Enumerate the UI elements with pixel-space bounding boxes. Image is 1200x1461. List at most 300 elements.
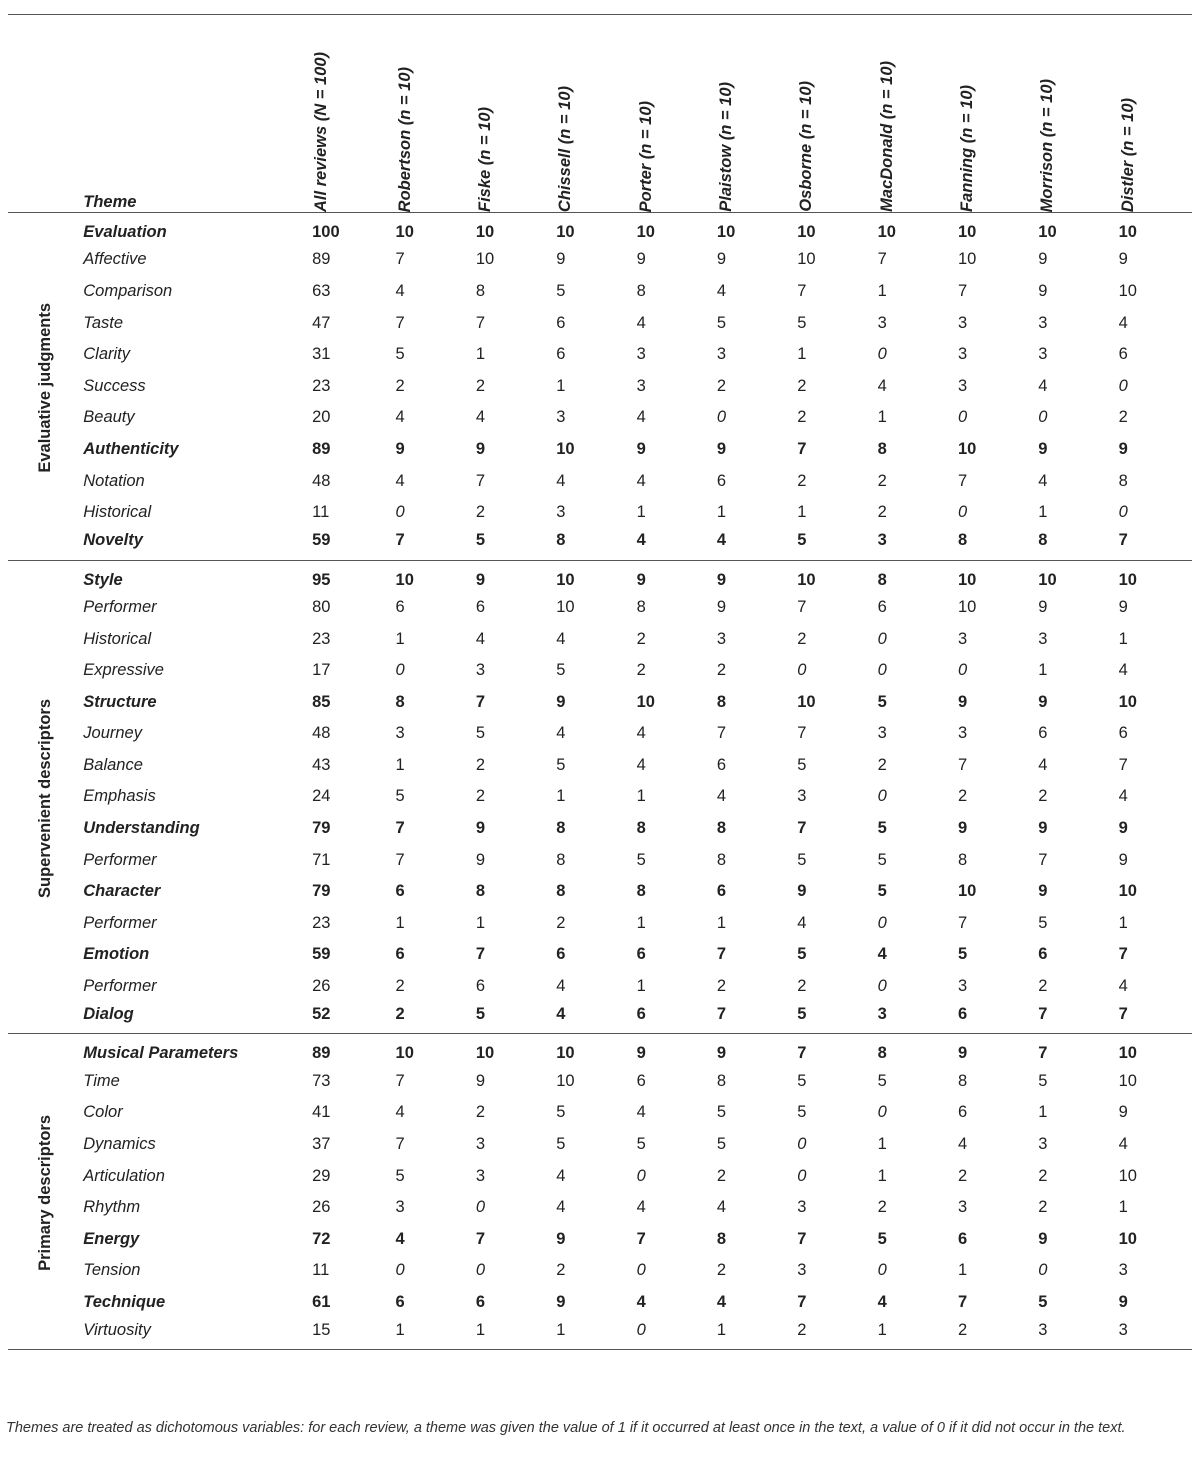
value-cell: 10	[556, 570, 575, 589]
value-cell: 9	[475, 850, 486, 869]
column-header-morrison: Morrison (n = 10)	[1038, 78, 1057, 212]
value-cell: 2	[716, 1166, 727, 1185]
value-cell: 3	[957, 977, 968, 996]
value-cell: 7	[797, 597, 807, 616]
value-cell: 10	[636, 692, 655, 711]
value-cell: 10	[716, 223, 736, 242]
value-cell: 7	[797, 281, 807, 300]
value-cell: 9	[716, 250, 727, 269]
value-cell: 8	[556, 850, 566, 869]
value-cell: 95	[312, 570, 331, 589]
value-cell: 3	[957, 1198, 968, 1217]
value-cell: 0	[1118, 503, 1128, 522]
value-cell: 7	[475, 1229, 486, 1248]
value-cell: 6	[957, 1005, 968, 1024]
value-cell: 43	[312, 755, 331, 774]
value-cell: 5	[716, 1135, 727, 1154]
value-cell: 5	[475, 724, 486, 743]
value-cell: 9	[636, 1044, 646, 1063]
value-cell: 6	[1038, 724, 1048, 743]
value-cell: 1	[556, 1321, 566, 1340]
value-cell: 2	[395, 1005, 405, 1024]
value-cell: 9	[636, 570, 646, 589]
value-cell: 0	[636, 1166, 646, 1185]
value-cell: 5	[877, 692, 887, 711]
value-cell: 9	[1118, 1292, 1128, 1311]
value-cell: 6	[475, 1292, 486, 1311]
value-cell: 9	[556, 1229, 566, 1248]
value-cell: 8	[716, 1071, 727, 1090]
value-cell: 24	[312, 787, 331, 806]
value-cell: 9	[475, 819, 486, 838]
value-cell: 4	[556, 1166, 566, 1185]
value-cell: 1	[636, 503, 646, 522]
value-cell: 3	[797, 1261, 807, 1280]
value-cell: 4	[556, 471, 566, 490]
value-cell: 8	[556, 819, 566, 838]
value-cell: 5	[395, 787, 405, 806]
value-cell: 1	[395, 1321, 405, 1340]
value-cell: 5	[877, 850, 887, 869]
value-cell: 3	[1038, 629, 1048, 648]
value-cell: 26	[312, 1198, 331, 1217]
value-cell: 2	[797, 629, 807, 648]
value-cell: 2	[877, 471, 887, 490]
theme-cell: Tension	[83, 1261, 141, 1280]
value-cell: 0	[877, 661, 887, 680]
value-cell: 8	[636, 597, 646, 616]
value-cell: 1	[877, 1166, 887, 1185]
value-cell: 3	[957, 376, 968, 395]
value-cell: 9	[957, 1044, 968, 1063]
value-cell: 23	[312, 629, 331, 648]
value-cell: 5	[395, 1166, 405, 1185]
value-cell: 1	[1118, 913, 1128, 932]
value-cell: 8	[716, 692, 727, 711]
value-cell: 4	[475, 408, 486, 427]
value-cell: 10	[556, 597, 575, 616]
value-cell: 2	[957, 787, 968, 806]
theme-cell: Articulation	[83, 1166, 165, 1185]
table-row	[8, 497, 1192, 529]
value-cell: 10	[1118, 1229, 1137, 1248]
table-row	[8, 1160, 1192, 1192]
value-cell: 10	[957, 250, 977, 269]
value-cell: 3	[556, 503, 566, 522]
theme-cell: Authenticity	[83, 439, 179, 458]
value-cell: 5	[797, 313, 807, 332]
value-cell: 8	[636, 281, 646, 300]
value-cell: 7	[395, 1135, 405, 1154]
value-cell: 7	[1038, 850, 1048, 869]
theme-cell: Color	[83, 1103, 123, 1122]
value-cell: 2	[1038, 977, 1048, 996]
table-row	[8, 718, 1192, 750]
value-cell: 9	[1038, 1229, 1048, 1248]
table-row	[8, 370, 1192, 402]
value-cell: 2	[716, 661, 727, 680]
value-cell: 3	[475, 1166, 486, 1185]
table-row	[8, 1255, 1192, 1287]
value-cell: 8	[877, 1044, 887, 1063]
value-cell: 4	[556, 629, 566, 648]
value-cell: 4	[636, 724, 646, 743]
value-cell: 4	[636, 1292, 646, 1311]
theme-cell: Virtuosity	[83, 1321, 151, 1340]
value-cell: 10	[475, 250, 495, 269]
value-cell: 5	[716, 1103, 727, 1122]
value-cell: 10	[957, 570, 977, 589]
value-cell: 4	[475, 629, 486, 648]
table-footnote: Themes are treated as dichotomous variables: for each review, a theme was given the value of 1 if it occurred at least once in the text, a value of 0 if it did not occur in the text.	[6, 1420, 1126, 1436]
value-cell: 2	[475, 1103, 486, 1122]
theme-cell: Balance	[83, 755, 143, 774]
value-cell: 2	[556, 913, 566, 932]
value-cell: 0	[636, 1321, 646, 1340]
value-cell: 6	[716, 471, 727, 490]
value-cell: 1	[716, 913, 727, 932]
value-cell: 47	[312, 313, 331, 332]
table-row	[8, 1192, 1192, 1224]
theme-cell: Performer	[83, 597, 157, 616]
value-cell: 5	[797, 850, 807, 869]
value-cell: 10	[797, 250, 816, 269]
value-cell: 4	[1038, 755, 1048, 774]
value-cell: 0	[877, 787, 887, 806]
value-cell: 3	[1118, 1321, 1128, 1340]
value-cell: 9	[797, 882, 807, 901]
value-cell: 2	[636, 629, 646, 648]
column-header-fanning: Fanning (n = 10)	[957, 85, 976, 212]
value-cell: 9	[1118, 850, 1128, 869]
value-cell: 5	[475, 1005, 486, 1024]
value-cell: 10	[957, 882, 977, 901]
value-cell: 9	[1118, 250, 1128, 269]
value-cell: 9	[1118, 439, 1128, 458]
value-cell: 9	[1118, 1103, 1128, 1122]
value-cell: 10	[556, 1044, 575, 1063]
value-cell: 1	[797, 503, 807, 522]
value-cell: 89	[312, 1044, 331, 1063]
value-cell: 3	[1038, 313, 1048, 332]
value-cell: 7	[1118, 531, 1128, 550]
value-cell: 1	[475, 913, 486, 932]
value-cell: 2	[957, 1166, 968, 1185]
value-cell: 4	[556, 977, 566, 996]
value-cell: 72	[312, 1229, 331, 1248]
theme-cell: Comparison	[83, 281, 173, 300]
table-row	[8, 307, 1192, 339]
value-cell: 7	[395, 531, 405, 550]
section-label: Supervenient descriptors	[36, 698, 55, 898]
value-cell: 2	[1038, 787, 1048, 806]
value-cell: 5	[556, 281, 566, 300]
value-cell: 1	[475, 345, 486, 364]
table-row	[8, 623, 1192, 655]
value-cell: 7	[957, 281, 968, 300]
value-cell: 4	[636, 1103, 646, 1122]
theme-cell: Style	[83, 570, 123, 589]
value-cell: 7	[475, 945, 486, 964]
theme-cell: Journey	[83, 724, 142, 743]
value-cell: 41	[312, 1103, 331, 1122]
value-cell: 0	[957, 408, 968, 427]
value-cell: 0	[877, 977, 887, 996]
value-cell: 15	[312, 1321, 331, 1340]
value-cell: 10	[1118, 1071, 1137, 1090]
value-cell: 6	[556, 345, 566, 364]
column-header-distler: Distler (n = 10)	[1118, 97, 1137, 212]
value-cell: 10	[395, 1044, 414, 1063]
value-cell: 10	[556, 439, 575, 458]
value-cell: 89	[312, 439, 331, 458]
value-cell: 1	[797, 345, 807, 364]
value-cell: 6	[957, 1229, 968, 1248]
value-cell: 6	[636, 1005, 646, 1024]
theme-cell: Musical Parameters	[83, 1044, 239, 1063]
value-cell: 23	[312, 376, 331, 395]
value-cell: 7	[957, 1292, 968, 1311]
value-cell: 7	[797, 819, 807, 838]
table-row	[8, 876, 1192, 908]
value-cell: 6	[556, 945, 566, 964]
value-cell: 11	[312, 1261, 330, 1280]
theme-cell: Dialog	[83, 1005, 134, 1024]
value-cell: 1	[877, 1135, 887, 1154]
value-cell: 2	[475, 755, 486, 774]
column-header-all-reviews: All reviews (N = 100)	[312, 51, 331, 212]
value-cell: 23	[312, 913, 331, 932]
value-cell: 1	[556, 376, 566, 395]
value-cell: 73	[312, 1071, 331, 1090]
value-cell: 9	[1038, 281, 1048, 300]
header-row	[8, 15, 1192, 213]
value-cell: 10	[1038, 223, 1057, 242]
value-cell: 10	[957, 223, 977, 242]
table-row	[8, 1002, 1192, 1034]
value-cell: 4	[556, 724, 566, 743]
table-row	[8, 1318, 1192, 1350]
value-cell: 2	[957, 1321, 968, 1340]
value-cell: 9	[1038, 882, 1048, 901]
value-cell: 9	[1038, 819, 1048, 838]
value-cell: 0	[395, 1261, 405, 1280]
value-cell: 6	[636, 945, 646, 964]
value-cell: 7	[877, 250, 887, 269]
value-cell: 10	[395, 223, 414, 242]
value-cell: 3	[877, 531, 887, 550]
value-cell: 10	[475, 1044, 495, 1063]
table-row	[8, 750, 1192, 782]
value-cell: 3	[1118, 1261, 1128, 1280]
value-cell: 2	[797, 408, 807, 427]
value-cell: 31	[312, 345, 331, 364]
value-cell: 2	[716, 977, 727, 996]
value-cell: 2	[1118, 408, 1128, 427]
value-cell: 8	[957, 531, 968, 550]
column-header-robertson: Robertson (n = 10)	[395, 66, 414, 212]
value-cell: 11	[312, 503, 330, 522]
value-cell: 2	[1038, 1166, 1048, 1185]
value-cell: 8	[556, 531, 566, 550]
value-cell: 79	[312, 819, 331, 838]
value-cell: 9	[716, 1044, 727, 1063]
value-cell: 7	[797, 439, 807, 458]
value-cell: 9	[475, 570, 486, 589]
table-row	[8, 434, 1192, 466]
value-cell: 10	[957, 597, 977, 616]
value-cell: 5	[1038, 913, 1048, 932]
theme-cell: Energy	[83, 1229, 140, 1248]
column-header-porter: Porter (n = 10)	[636, 100, 655, 212]
value-cell: 0	[1118, 376, 1128, 395]
value-cell: 0	[797, 661, 807, 680]
value-cell: 3	[636, 345, 646, 364]
value-cell: 2	[716, 1261, 727, 1280]
value-cell: 9	[1118, 819, 1128, 838]
value-cell: 4	[716, 787, 727, 806]
value-cell: 1	[636, 787, 646, 806]
value-cell: 7	[395, 819, 405, 838]
value-cell: 6	[716, 755, 727, 774]
value-cell: 10	[1118, 223, 1137, 242]
value-cell: 4	[716, 1198, 727, 1217]
value-cell: 2	[395, 376, 405, 395]
value-cell: 1	[877, 1321, 887, 1340]
theme-cell: Beauty	[83, 408, 135, 427]
value-cell: 0	[716, 408, 727, 427]
value-cell: 85	[312, 692, 331, 711]
value-cell: 8	[957, 850, 968, 869]
value-cell: 5	[556, 661, 566, 680]
value-cell: 8	[475, 281, 486, 300]
value-cell: 9	[475, 439, 486, 458]
value-cell: 3	[1038, 1135, 1048, 1154]
theme-cell: Time	[83, 1071, 120, 1090]
value-cell: 2	[877, 755, 887, 774]
value-cell: 5	[877, 819, 887, 838]
value-cell: 5	[1038, 1292, 1048, 1311]
value-cell: 10	[1118, 1044, 1137, 1063]
theme-cell: Historical	[83, 629, 152, 648]
value-cell: 8	[716, 819, 727, 838]
value-cell: 8	[877, 439, 887, 458]
table-row	[8, 1129, 1192, 1161]
value-cell: 4	[636, 313, 646, 332]
value-cell: 10	[797, 692, 816, 711]
value-cell: 4	[636, 408, 646, 427]
value-cell: 2	[475, 787, 486, 806]
value-cell: 10	[877, 223, 896, 242]
value-cell: 7	[716, 724, 727, 743]
value-cell: 4	[877, 376, 887, 395]
value-cell: 7	[797, 724, 807, 743]
value-cell: 4	[556, 1005, 566, 1024]
table-row	[8, 686, 1192, 718]
value-cell: 4	[716, 281, 727, 300]
value-cell: 6	[395, 882, 405, 901]
value-cell: 9	[556, 250, 566, 269]
value-cell: 37	[312, 1135, 331, 1154]
value-cell: 3	[877, 724, 887, 743]
value-cell: 10	[1118, 882, 1137, 901]
value-cell: 0	[797, 1135, 807, 1154]
table-row	[8, 592, 1192, 624]
value-cell: 7	[395, 313, 405, 332]
value-cell: 59	[312, 531, 331, 550]
value-cell: 6	[636, 1071, 646, 1090]
value-cell: 4	[1038, 376, 1048, 395]
value-cell: 3	[716, 345, 727, 364]
table-row	[8, 560, 1192, 592]
value-cell: 3	[797, 1198, 807, 1217]
value-cell: 7	[475, 313, 486, 332]
value-cell: 7	[716, 1005, 727, 1024]
theme-cell: Success	[83, 376, 146, 395]
value-cell: 0	[877, 1261, 887, 1280]
value-cell: 6	[1118, 345, 1128, 364]
value-cell: 6	[475, 977, 486, 996]
value-cell: 7	[1118, 755, 1128, 774]
value-cell: 3	[1038, 345, 1048, 364]
theme-cell: Novelty	[83, 531, 143, 550]
value-cell: 4	[797, 913, 807, 932]
value-cell: 1	[716, 1321, 727, 1340]
value-cell: 9	[475, 1071, 486, 1090]
value-cell: 5	[877, 1229, 887, 1248]
value-cell: 8	[475, 882, 486, 901]
value-cell: 2	[797, 977, 807, 996]
value-cell: 4	[395, 471, 405, 490]
table-row	[8, 465, 1192, 497]
value-cell: 1	[957, 1261, 968, 1280]
value-cell: 1	[395, 913, 405, 932]
value-cell: 3	[957, 629, 968, 648]
table-row	[8, 844, 1192, 876]
value-cell: 5	[556, 1103, 566, 1122]
value-cell: 4	[877, 945, 887, 964]
value-cell: 10	[1038, 570, 1057, 589]
theme-cell: Rhythm	[83, 1198, 141, 1217]
table-row	[8, 213, 1192, 245]
value-cell: 9	[1038, 439, 1048, 458]
value-cell: 59	[312, 945, 331, 964]
value-cell: 8	[877, 570, 887, 589]
value-cell: 8	[1038, 531, 1048, 550]
value-cell: 5	[556, 1135, 566, 1154]
value-cell: 8	[395, 692, 405, 711]
value-cell: 7	[957, 471, 968, 490]
value-cell: 3	[957, 724, 968, 743]
value-cell: 8	[556, 882, 566, 901]
value-cell: 9	[636, 250, 646, 269]
value-cell: 1	[556, 787, 566, 806]
table-row	[8, 781, 1192, 813]
value-cell: 7	[716, 945, 727, 964]
theme-cell: Performer	[83, 913, 157, 932]
value-cell: 2	[716, 376, 727, 395]
value-cell: 9	[716, 570, 727, 589]
value-cell: 7	[797, 1229, 807, 1248]
value-cell: 9	[556, 1292, 566, 1311]
table-row	[8, 971, 1192, 1003]
value-cell: 4	[636, 755, 646, 774]
section-evaluative-judgments	[8, 213, 1192, 561]
value-cell: 5	[797, 1103, 807, 1122]
value-cell: 2	[877, 503, 887, 522]
value-cell: 6	[1118, 724, 1128, 743]
table-row	[8, 655, 1192, 687]
